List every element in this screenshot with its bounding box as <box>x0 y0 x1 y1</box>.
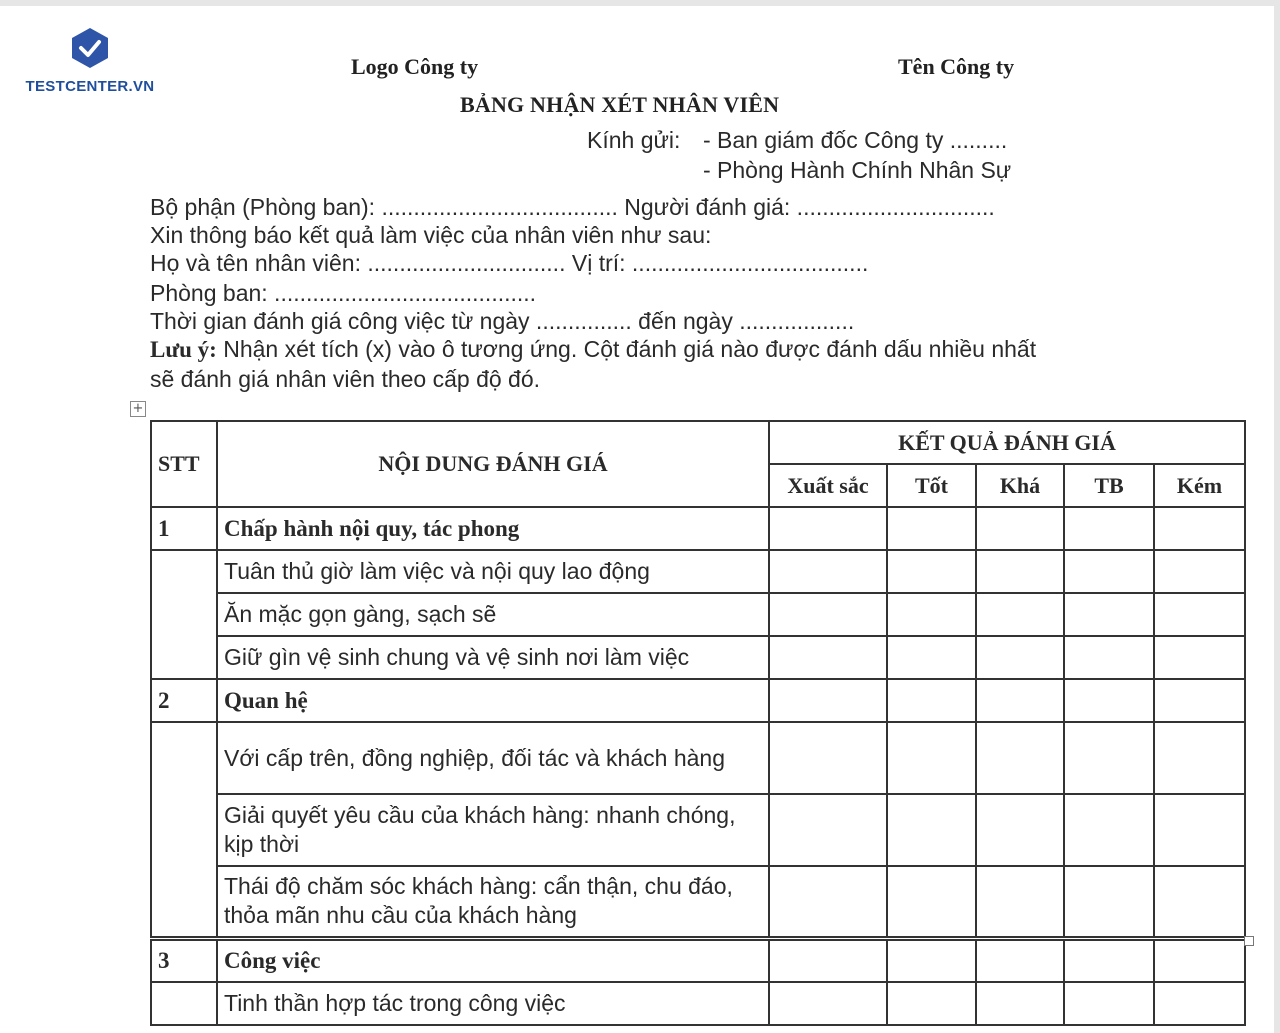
section-row <box>151 679 1245 722</box>
header-content: NỘI DUNG ĐÁNH GIÁ <box>217 421 769 507</box>
rating-cell[interactable] <box>769 794 887 866</box>
evaluation-period-line: Thời gian đánh giá công việc từ ngày ............... đến ngày .................. <box>150 308 855 334</box>
rating-cell[interactable] <box>976 679 1064 722</box>
rating-cell[interactable] <box>887 593 976 636</box>
rating-cell[interactable] <box>769 593 887 636</box>
section-row <box>151 938 1245 982</box>
recipient-label: Kính gửi: <box>587 127 681 153</box>
stt-blank <box>151 982 217 1025</box>
rating-cell[interactable] <box>976 938 1064 982</box>
rating-cell[interactable] <box>976 593 1064 636</box>
section-title: Quan hệ <box>217 679 769 722</box>
criteria-text: Giữ gìn vệ sinh chung và vệ sinh nơi làm việc <box>217 636 769 679</box>
rating-cell[interactable] <box>887 507 976 550</box>
rating-cell[interactable] <box>887 636 976 679</box>
note-line <box>150 336 1036 363</box>
stt-blank <box>151 550 217 679</box>
rating-average: TB <box>1064 464 1154 507</box>
table-move-handle-icon[interactable]: + <box>130 401 146 417</box>
brand-logo[interactable] <box>20 26 160 95</box>
rating-cell[interactable] <box>1064 866 1154 938</box>
rating-cell[interactable] <box>887 866 976 938</box>
rating-cell[interactable] <box>1064 938 1154 982</box>
rating-cell[interactable] <box>887 722 976 794</box>
rating-cell[interactable] <box>1064 507 1154 550</box>
stt-blank <box>151 722 217 938</box>
rating-cell[interactable] <box>1154 938 1245 982</box>
section-row <box>151 507 1245 550</box>
rating-cell[interactable] <box>769 507 887 550</box>
rating-cell[interactable] <box>769 722 887 794</box>
rating-cell[interactable] <box>1064 982 1154 1025</box>
rating-cell[interactable] <box>887 982 976 1025</box>
criteria-row <box>151 722 1245 794</box>
evaluation-table <box>150 420 1246 1026</box>
rating-cell[interactable] <box>1064 794 1154 866</box>
criteria-text: Tinh thần hợp tác trong công việc <box>217 982 769 1025</box>
rating-cell[interactable] <box>1064 722 1154 794</box>
intro-line: Xin thông báo kết quả làm việc của nhân viên như sau: <box>150 222 712 248</box>
note-label: Lưu ý: <box>150 337 217 362</box>
criteria-text: Ăn mặc gọn gàng, sạch sẽ <box>217 593 769 636</box>
rating-cell[interactable] <box>1154 866 1245 938</box>
rating-cell[interactable] <box>1154 722 1245 794</box>
rating-cell[interactable] <box>769 938 887 982</box>
table-resize-handle-icon[interactable] <box>1244 936 1254 946</box>
rating-cell[interactable] <box>976 794 1064 866</box>
note-text: Nhận xét tích (x) vào ô tương ứng. Cột đánh giá nào được đánh dấu nhiều nhất <box>216 336 1037 362</box>
rating-cell[interactable] <box>887 794 976 866</box>
rating-good: Tốt <box>887 464 976 507</box>
rating-cell[interactable] <box>976 722 1064 794</box>
rating-cell[interactable] <box>976 550 1064 593</box>
document-title: BẢNG NHẬN XÉT NHÂN VIÊN <box>460 92 780 117</box>
criteria-text: Với cấp trên, đồng nghiệp, đối tác và khách hàng <box>217 722 769 794</box>
rating-cell[interactable] <box>887 679 976 722</box>
company-logo-placeholder: Logo Công ty <box>351 54 479 79</box>
dept-evaluator-line: Bộ phận (Phòng ban): ..................................... Người đánh giá: ............................... <box>150 194 995 220</box>
section-number: 2 <box>151 679 217 722</box>
recipient-line-1: - Ban giám đốc Công ty ......... <box>703 127 1008 153</box>
section-title: Chấp hành nội quy, tác phong <box>217 507 769 550</box>
brand-name: TESTCENTER.VN <box>25 78 155 95</box>
criteria-row <box>151 550 1245 593</box>
rating-fair: Khá <box>976 464 1064 507</box>
section-number: 1 <box>151 507 217 550</box>
rating-cell[interactable] <box>976 982 1064 1025</box>
criteria-row <box>151 794 1245 866</box>
recipient-line-2: - Phòng Hành Chính Nhân Sự <box>703 157 1012 183</box>
rating-cell[interactable] <box>1064 636 1154 679</box>
rating-cell[interactable] <box>1154 679 1245 722</box>
criteria-text: Thái độ chăm sóc khách hàng: cẩn thận, chu đáo, thỏa mãn nhu cầu của khách hàng <box>217 866 769 938</box>
rating-cell[interactable] <box>1064 679 1154 722</box>
rating-excellent: Xuất sắc <box>769 464 887 507</box>
criteria-row <box>151 866 1245 938</box>
rating-cell[interactable] <box>1154 507 1245 550</box>
rating-cell[interactable] <box>976 507 1064 550</box>
note-line-2: sẽ đánh giá nhân viên theo cấp độ đó. <box>150 366 541 392</box>
rating-cell[interactable] <box>769 550 887 593</box>
criteria-text: Giải quyết yêu cầu của khách hàng: nhanh chóng, kịp thời <box>217 794 769 866</box>
header-stt: STT <box>151 421 217 507</box>
rating-cell[interactable] <box>1154 550 1245 593</box>
criteria-row <box>151 593 1245 636</box>
criteria-row <box>151 636 1245 679</box>
rating-cell[interactable] <box>1154 636 1245 679</box>
rating-cell[interactable] <box>976 636 1064 679</box>
rating-cell[interactable] <box>976 866 1064 938</box>
rating-cell[interactable] <box>769 636 887 679</box>
criteria-text: Tuân thủ giờ làm việc và nội quy lao động <box>217 550 769 593</box>
shield-check-icon <box>68 26 112 70</box>
rating-cell[interactable] <box>1154 794 1245 866</box>
rating-cell[interactable] <box>769 982 887 1025</box>
rating-poor: Kém <box>1154 464 1245 507</box>
header-result: KẾT QUẢ ĐÁNH GIÁ <box>769 421 1245 464</box>
rating-cell[interactable] <box>887 938 976 982</box>
section-number: 3 <box>151 938 217 982</box>
rating-cell[interactable] <box>887 550 976 593</box>
rating-cell[interactable] <box>769 866 887 938</box>
company-name-placeholder: Tên Công ty <box>898 54 1015 79</box>
criteria-row <box>151 982 1245 1025</box>
rating-cell[interactable] <box>1064 550 1154 593</box>
department-line: Phòng ban: ......................................... <box>150 280 537 306</box>
rating-cell[interactable] <box>1154 593 1245 636</box>
section-title: Công việc <box>217 938 769 982</box>
employee-name-position-line: Họ và tên nhân viên: ............................... Vị trí: ..................................... <box>150 250 869 276</box>
rating-cell[interactable] <box>1154 982 1245 1025</box>
rating-cell[interactable] <box>769 679 887 722</box>
rating-cell[interactable] <box>1064 593 1154 636</box>
